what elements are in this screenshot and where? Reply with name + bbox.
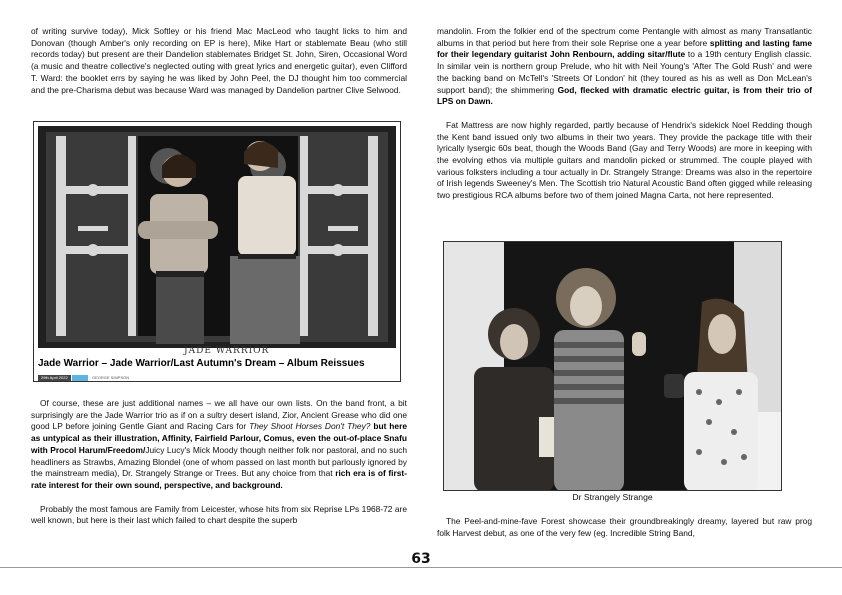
right-paragraph-1-text-b: splitting and lasting fame for their legendary guitarist John Renbourn, adding sitar/flute <box>437 37 812 60</box>
jade-warrior-logo: JADE WARRIOR <box>184 346 270 356</box>
left-paragraph-2-text-a: Of course, these are just additional names – we all have our own lists. On the band front, a bit surprisingly are the Jade Warrior trio as if on a sultry desert island, Zior, Ancient Grease who did one good LP before joining Gentle Giant and Racing Cars for <box>31 398 407 432</box>
photo-credit: GEORGE SIMPSON <box>92 375 130 380</box>
dr-strangely-strange-photo <box>443 241 782 491</box>
left-paragraph-2-text-d: rich era is of first-rate interest for their own sound, perspective, and background. <box>31 468 407 490</box>
photo-caption-jade-warrior: Jade Warrior – Jade Warrior/Last Autumn's Dream – Album Reissues <box>38 358 365 369</box>
right-paragraph-1-text-c: to a 19th century English classic. In similar vein is northern group Prelude, who hit with Neil Young's 'After The Gold Rush' and were the backing band on McTell's 'Streets Of London' hit (they toured as his as well as Don McLean's support band); the shimmering <box>437 49 812 95</box>
jade-warrior-photo <box>38 126 396 348</box>
left-paragraph-2-text-b: but here as untypical as their illustration, Affinity, Fairfield Parlour, Comus, even the out-of-place Snafu with Procol Harum/Freedom/ <box>31 421 407 455</box>
right-paragraph-3: The Peel-and-mine-fave Forest showcase their groundbreakingly dreamy, layered but raw prog folk Harvest debut, as one of the very few (eg. Incredible String Band, <box>437 516 812 538</box>
left-paragraph-3: Probably the most famous are Family from Leicester, whose hits from six Reprise LPs 1968-72 are well known, but here is their last which failed to chart despite the superb <box>31 503 407 526</box>
date-badge: 29th April 2022 <box>38 375 71 381</box>
page-number: 63 <box>411 551 431 567</box>
left-paragraph-1: of writing survive today), Mick Softley or his friend Mac MacLeod who taught licks to him and Donovan (though Amber's only recording on EP is here), Mike Hart or stablemate Beau (who still records today) but present are their Dandelion stablemates Bridget St. John, Siren, Occasional Word (a music and theatre collective's neglected outing with great lyrics and energetic guitar), even Clifford T. Ward: the booklet errs by saying he was liked by John Peel, the DJ thought him too commercial and the pre-Charisma debut was because Ward was managed by Dandelion partner Clive Selwood. <box>31 26 407 95</box>
right-paragraph-2: Fat Mattress are now highly regarded, partly because of Hendrix's sidekick Noel Redding though the Kent band issued only two albums in their two years. They provide the package title with their lyrically lysergic 60s beat, though the Woods Band (Gay and Terry Woods) are more in keeping with the evolving ethos via multiple guitars and mandolin picked or strummed. The couple played with various folksters including a tour actually in Dr. Strangely Strange: Dreams was also in the repertoire of Irish legends Sweeney's Men. The Scottish trio Natural Acoustic Band often gigged while releasing two prestigious RCA albums before two of them joined Magna Carta, not here represented. <box>437 119 812 201</box>
tag-badge <box>72 375 88 381</box>
right-paragraph-1 <box>437 26 812 108</box>
jade-warrior-photo-card <box>33 121 401 382</box>
right-column <box>437 26 812 202</box>
left-column-lower <box>31 398 407 527</box>
left-paragraph-2 <box>31 398 407 492</box>
right-column-lower <box>437 516 812 539</box>
left-paragraph-2-text-c: Juicy Lucy's Mick Moody though neither folk nor pastoral, and no such headliners as Strawbs, Amazing Blondel (one of whom passed on last month but parlously ignored by the mainstream media), Dr. Strangely Strange or Trees. But any choice from that <box>31 444 407 479</box>
italic-title: They Shoot Horses Don't They? <box>249 421 371 432</box>
photo-caption-dr-strangely-strange: Dr Strangely Strange <box>572 492 653 502</box>
left-column <box>31 26 407 96</box>
right-paragraph-1-text-a: mandolin. From the folkier end of the spectrum come Pentangle with almost as many Transatlantic albums in that period but here from their sole Reprise one a year before <box>437 26 812 48</box>
right-paragraph-1-text-d: God, flecked with dramatic electric guitar, is from their trio of LPS on Dawn. <box>437 84 812 107</box>
